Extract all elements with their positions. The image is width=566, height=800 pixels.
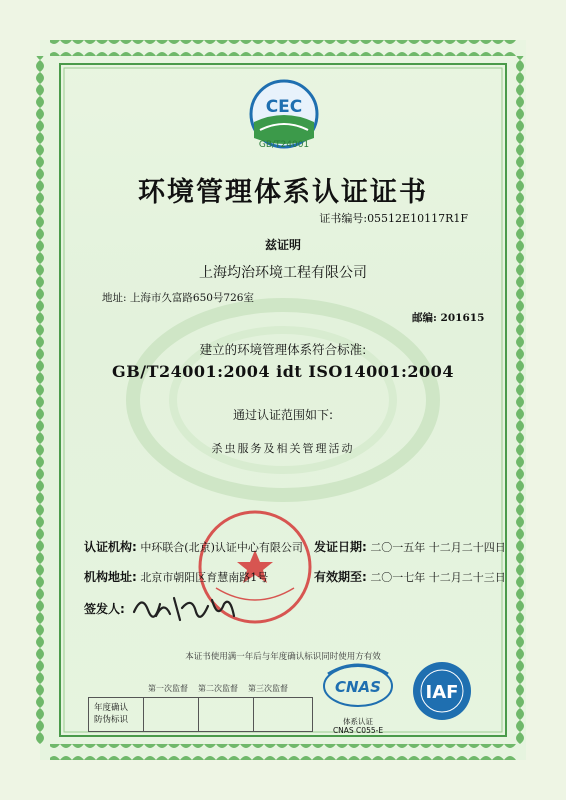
cnas-line2: CNAS C055-E — [332, 726, 384, 735]
certificate-number-label: 证书编号: — [319, 212, 368, 225]
iaf-logo-icon — [402, 660, 482, 722]
issue-date-row — [314, 538, 506, 555]
address — [102, 290, 254, 305]
surveillance-3: 第三次监督 — [248, 684, 288, 693]
body-address-row — [84, 568, 268, 585]
cnas-line1: 体系认证 — [343, 717, 373, 726]
surveillance-1: 第一次监督 — [148, 684, 188, 693]
address-label: 地址: — [102, 292, 127, 304]
company-name: 上海均治环境工程有限公司 — [199, 265, 367, 281]
annual-label — [94, 702, 128, 726]
cert-body-value: 中环联合(北京)认证中心有限公司 — [140, 541, 303, 554]
body-address-label: 机构地址: — [84, 570, 137, 584]
usage-note: 本证书使用满一年后与年度确认标识同时使用方有效 — [185, 652, 381, 662]
issuer-label: 签发人: — [84, 602, 125, 616]
scope-label: 通过认证范围如下: — [232, 408, 334, 422]
annual-label-line2: 防伪标识 — [94, 715, 129, 725]
certificate-title: 环境管理体系认证证书 — [138, 177, 428, 208]
valid-until-row — [314, 568, 506, 585]
logo-acronym: CEC — [265, 97, 303, 117]
postal-value: 201615 — [440, 312, 485, 324]
iaf-mark: IAF — [425, 682, 459, 703]
address-value: 上海市久富路650号726室 — [129, 292, 254, 304]
scope-text: 杀虫服务及相关管理活动 — [211, 442, 355, 455]
valid-until-label: 有效期至: — [314, 570, 367, 584]
established-text: 建立的环境管理体系符合标准: — [199, 342, 367, 357]
issue-date-value: 二〇一五年 十二月二十四日 — [370, 541, 506, 554]
standard-text: GB/T24001:2004 idt ISO14001:2004 — [112, 362, 454, 381]
annual-label-line1: 年度确认 — [94, 703, 129, 713]
logo-code: GB/T24001 — [258, 140, 310, 150]
body-address-value: 北京市朝阳区育慧南路1号 — [140, 571, 269, 584]
valid-until-value: 二〇一七年 十二月二十三日 — [370, 571, 506, 584]
surveillance-2: 第二次监督 — [198, 684, 238, 693]
certificate-number-value: 05512E10117R1F — [367, 212, 468, 225]
cert-body-label: 认证机构: — [84, 540, 137, 554]
cert-body-row — [84, 538, 303, 555]
handwritten-signature — [130, 590, 250, 626]
certificate-number — [319, 210, 468, 226]
postal-code — [412, 310, 484, 325]
cnas-logo-icon — [318, 658, 398, 710]
issue-date-label: 发证日期: — [314, 540, 367, 554]
cnas-mark: CNAS — [335, 678, 381, 696]
hereby-text: 兹证明 — [264, 238, 301, 252]
postal-label: 邮编: — [412, 312, 437, 324]
